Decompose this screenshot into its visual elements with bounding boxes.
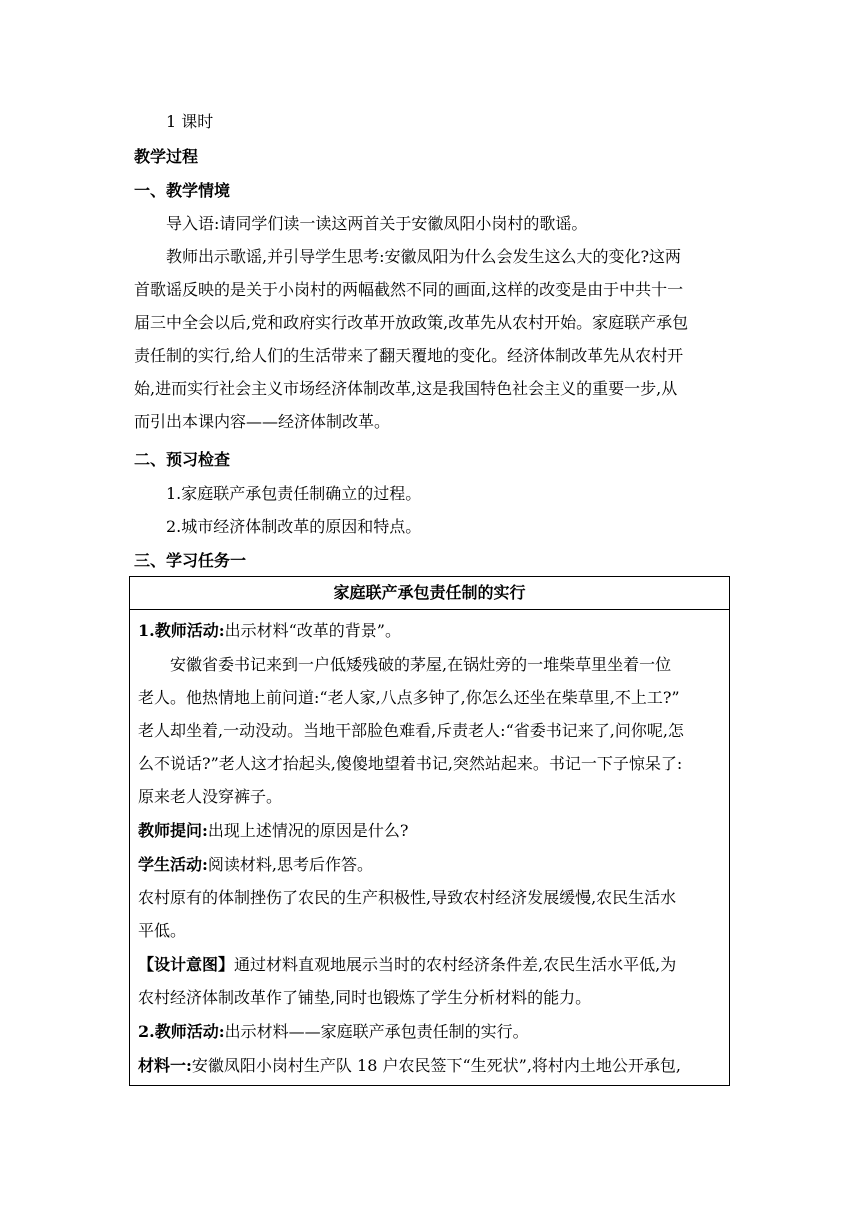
process-heading: 教学过程 <box>134 147 199 166</box>
section1-para-line: 而引出本课内容——经济体制改革。 <box>134 412 391 431</box>
section3-heading: 三、学习任务一 <box>134 551 247 570</box>
activity-text: 出示材料“改革的背景”。 <box>224 621 401 640</box>
section1-heading: 一、教学情境 <box>134 181 231 200</box>
answer-line: 平低。 <box>138 921 187 940</box>
story-line: 原来老人没穿裤子。 <box>138 787 283 806</box>
table-row <box>138 1056 728 1076</box>
answer-line: 农村原有的体制挫伤了农民的生产积极性,导致农村经济发展缓慢,农民生活水 <box>138 888 677 907</box>
section1-para-line: 首歌谣反映的是关于小岗村的两幅截然不同的画面,这样的改变是由于中共十一 <box>134 280 684 299</box>
section1-para-line: 责任制的实行,给人们的生活带来了翻天覆地的变化。经济体制改革先从农村开 <box>134 346 684 365</box>
table-title: 家庭联产承包责任制的实行 <box>130 577 729 610</box>
section2-item: 1.家庭联产承包责任制确立的过程。 <box>166 484 422 503</box>
table-row <box>138 1022 728 1042</box>
section2-item: 2.城市经济体制改革的原因和特点。 <box>166 517 422 536</box>
section1-para-line: 教师出示歌谣,并引导学生思考:安徽凤阳为什么会发生这么大的变化?这两 <box>166 247 682 266</box>
story-line: 老人却坐着,一动没动。当地干部脸色难看,斥责老人:“省委书记来了,问你呢,怎 <box>138 721 684 740</box>
material1-text: 安徽凤阳小岗村生产队 18 户农民签下“生死状”,将村内土地公开承包, <box>191 1056 681 1075</box>
section1-intro: 导入语:请同学们读一读这两首关于安徽凤阳小岗村的歌谣。 <box>166 214 588 233</box>
section1-para-line: 始,进而实行社会主义市场经济体制改革,这是我国特色社会主义的重要一步,从 <box>134 379 678 398</box>
question-label: 教师提问: <box>138 821 208 840</box>
question-text: 出现上述情况的原因是什么? <box>207 821 409 840</box>
design-label: 【设计意图】 <box>138 955 235 974</box>
story-line: 么不说话?”老人这才抬起头,傻傻地望着书记,突然站起来。书记一下子惊呆了: <box>138 754 683 773</box>
design-text-line: 农村经济体制改革作了铺垫,同时也锻炼了学生分析材料的能力。 <box>138 988 592 1007</box>
activity2-text: 出示材料——家庭联产承包责任制的实行。 <box>224 1022 529 1041</box>
table-row <box>138 855 728 875</box>
section1-para-line: 届三中全会以后,党和政府实行改革开放政策,改革先从农村开始。家庭联产承包 <box>134 313 689 332</box>
table-row <box>138 955 728 975</box>
material1-label: 材料一: <box>138 1056 192 1075</box>
activity2-label: 2.教师活动: <box>138 1022 225 1041</box>
story-line: 安徽省委书记来到一户低矮残破的茅屋,在锅灶旁的一堆柴草里坐着一位 <box>170 655 672 674</box>
table-row <box>138 621 728 641</box>
table-row <box>138 821 728 841</box>
design-text: 通过材料直观地展示当时的农村经济条件差,农民生活水平低,为 <box>234 955 677 974</box>
student-label: 学生活动: <box>138 855 208 874</box>
activity-label: 1.教师活动: <box>138 621 225 640</box>
period-text: 1 课时 <box>166 112 214 131</box>
student-text: 阅读材料,思考后作答。 <box>207 855 374 874</box>
story-line: 老人。他热情地上前问道:“老人家,八点多钟了,你怎么还坐在柴草里,不上工?” <box>138 688 680 707</box>
section2-heading: 二、预习检查 <box>134 450 231 469</box>
task-table <box>129 576 730 1086</box>
